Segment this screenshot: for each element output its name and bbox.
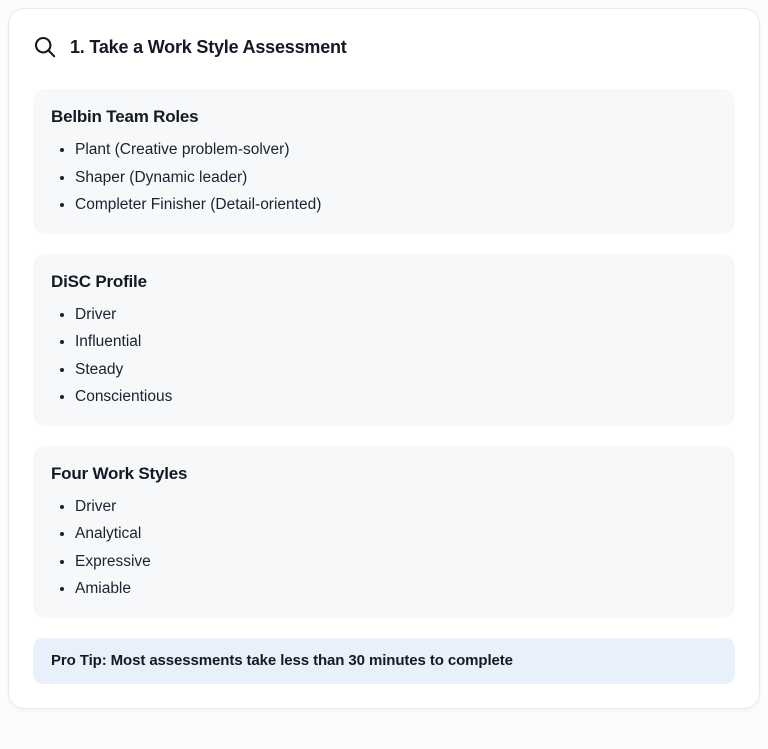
pro-tip-banner xyxy=(33,638,735,684)
section-four-work-styles xyxy=(33,446,735,618)
list-item: • Completer Finisher (Detail-oriented) xyxy=(75,191,715,219)
list-item: • Steady xyxy=(75,356,715,384)
list-item: • Analytical xyxy=(75,520,715,548)
list-item: • Conscientious xyxy=(75,383,715,411)
section-title: Belbin Team Roles xyxy=(51,107,199,126)
list-item: • Amiable xyxy=(75,575,715,603)
list-item: • Expressive xyxy=(75,548,715,576)
list-item: • Plant (Creative problem-solver) xyxy=(75,136,715,164)
work-styles-items-list xyxy=(51,493,715,603)
list-item: • Driver xyxy=(75,493,715,521)
section-title: Four Work Styles xyxy=(51,463,188,483)
magnifier-icon xyxy=(33,35,57,59)
card-header xyxy=(33,35,735,59)
list-item: • Driver xyxy=(75,301,715,329)
section-belbin-team-roles xyxy=(33,89,735,234)
belbin-items-list xyxy=(51,136,715,219)
disc-items-list xyxy=(51,301,715,411)
list-item: • Influential xyxy=(75,328,715,356)
page-title: 1. Take a Work Style Assessment xyxy=(70,36,347,57)
assessment-card xyxy=(8,8,760,709)
section-title: DiSC Profile xyxy=(51,271,147,291)
pro-tip-text: Pro Tip: Most assessments take less than 30 minutes to complete xyxy=(51,651,513,669)
list-item: • Shaper (Dynamic leader) xyxy=(75,164,715,192)
section-disc-profile xyxy=(33,254,735,426)
